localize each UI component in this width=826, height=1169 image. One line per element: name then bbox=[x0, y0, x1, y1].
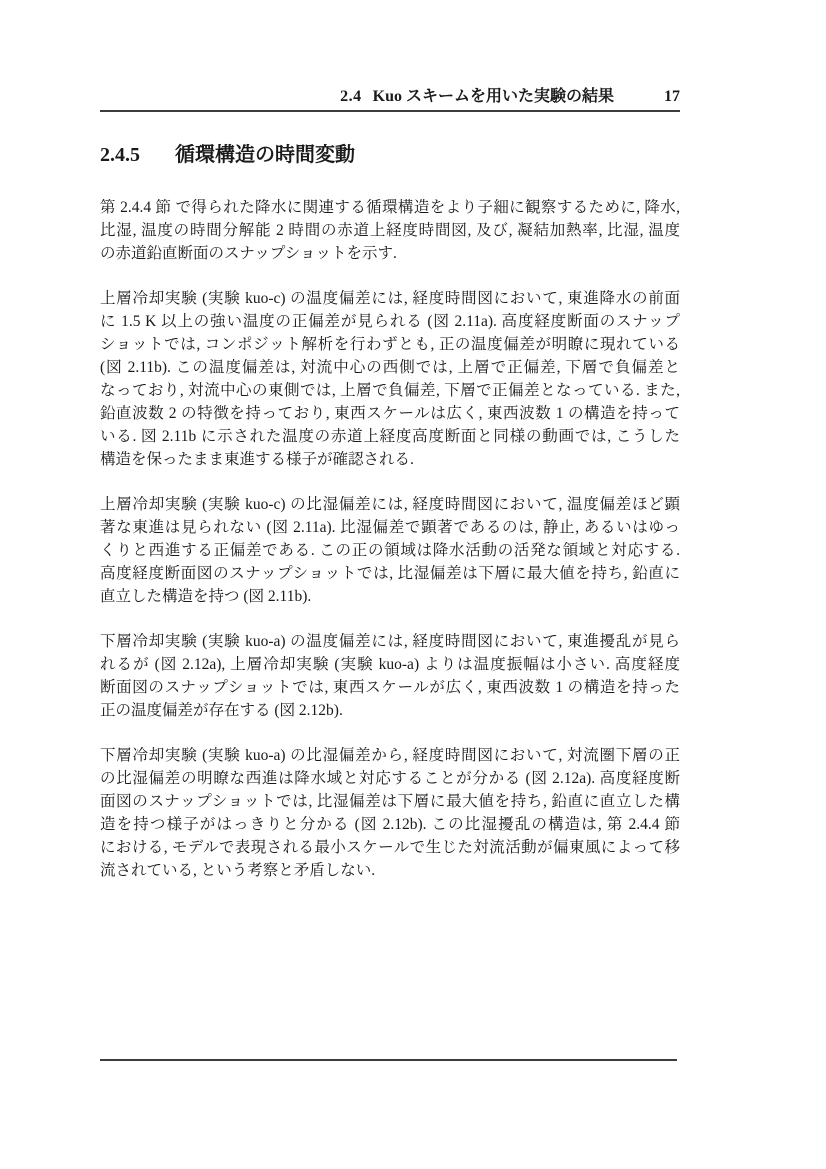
text-line: 高度経度断面図のスナップショットでは, 比湿偏差は下層に最大値を持ち, 鉛直に bbox=[100, 565, 680, 582]
paragraph bbox=[100, 196, 680, 265]
text-line: 下層冷却実験 (実験 kuo-a) の温度偏差には, 経度時間図において, 東進擾乱が見ら bbox=[100, 633, 680, 650]
paragraph bbox=[100, 744, 680, 882]
running-header bbox=[100, 87, 680, 112]
text-line: 鉛直波数 2 の特徴を持っており, 東西スケールは広く, 東西波数 1 の構造を持って bbox=[100, 405, 680, 422]
text-line: 構造を保ったまま東進する様子が確認される. bbox=[100, 451, 414, 468]
text-line: 下層冷却実験 (実験 kuo-a) の比湿偏差から, 経度時間図において, 対流圏下層の正 bbox=[100, 747, 680, 764]
paragraph bbox=[100, 493, 680, 608]
text-line: ショットでは, コンポジット解析を行わずとも, 正の温度偏差が明瞭に現れている bbox=[100, 336, 680, 353]
subsection-number: 2.4.5 bbox=[100, 144, 140, 166]
text-line: 直立した構造を持つ (図 2.11b). bbox=[100, 588, 312, 605]
text-line: 上層冷却実験 (実験 kuo-c) の比湿偏差には, 経度時間図において, 温度偏差ほど顕 bbox=[100, 496, 680, 513]
text-line: (図 2.11b). この温度偏差は, 対流中心の西側では, 上層で正偏差, 下層で負偏差と bbox=[100, 359, 680, 376]
subsection-title: 循環構造の時間変動 bbox=[175, 144, 355, 166]
text-line: における, モデルで表現される最小スケールで生じた対流活動が偏東風によって移 bbox=[100, 839, 680, 856]
text-line: れるが (図 2.12a), 上層冷却実験 (実験 kuo-a) よりは温度振幅は小さい. 高度経度 bbox=[100, 656, 680, 673]
paragraph bbox=[100, 630, 680, 722]
text-line: 著な東進は見られない (図 2.11a). 比湿偏差で顕著であるのは, 静止, あるいはゆっ bbox=[100, 519, 680, 536]
running-header-section-title: Kuo スキームを用いた実験の結果 bbox=[372, 88, 614, 105]
text-line: 上層冷却実験 (実験 kuo-c) の温度偏差には, 経度時間図において, 東進降水の前面 bbox=[100, 290, 680, 307]
text-line: に 1.5 K 以上の強い温度の正偏差が見られる (図 2.11a). 高度経度断面のスナップ bbox=[100, 313, 680, 330]
text-line: 第 2.4.4 節 で得られた降水に関連する循環構造をより子細に観察するために, 降水, bbox=[100, 199, 680, 216]
text-line: の比湿偏差の明瞭な西進は降水域と対応することが分かる (図 2.12a). 高度経度断 bbox=[100, 770, 680, 787]
text-line: 断面図のスナップショットでは, 東西スケールが広く, 東西波数 1 の構造を持った bbox=[100, 679, 680, 696]
text-line: いる. 図 2.11b に示された温度の赤道上経度高度断面と同様の動画では, こうした bbox=[100, 428, 680, 445]
text-line: 面図のスナップショットでは, 比湿偏差は下層に最大値を持ち, 鉛直に直立した構 bbox=[100, 793, 680, 810]
footer-rule bbox=[100, 1059, 677, 1061]
subsection-heading bbox=[100, 142, 680, 168]
text-line: 正の温度偏差が存在する (図 2.12b). bbox=[100, 702, 343, 719]
text-line: 比湿, 温度の時間分解能 2 時間の赤道上経度時間図, 及び, 凝結加熱率, 比湿, 温度 bbox=[100, 222, 680, 239]
body-text bbox=[100, 196, 680, 882]
page-number: 17 bbox=[664, 88, 680, 105]
text-block bbox=[100, 87, 680, 882]
text-line: くりと西進する正偏差である. この正の領域は降水活動の活発な領域と対応する. bbox=[100, 542, 680, 559]
text-line: 流されている, という考察と矛盾しない. bbox=[100, 862, 376, 879]
running-header-section-number: 2.4 bbox=[340, 88, 362, 105]
paragraph bbox=[100, 287, 680, 471]
text-line: の赤道鉛直断面のスナップショットを示す. bbox=[100, 245, 397, 262]
text-line: なっており, 対流中心の東側では, 上層で負偏差, 下層で正偏差となっている. また, bbox=[100, 382, 680, 399]
text-line: 造を持つ様子がはっきりと分かる (図 2.12b). この比湿擾乱の構造は, 第 2.4.4 節 bbox=[100, 816, 680, 833]
